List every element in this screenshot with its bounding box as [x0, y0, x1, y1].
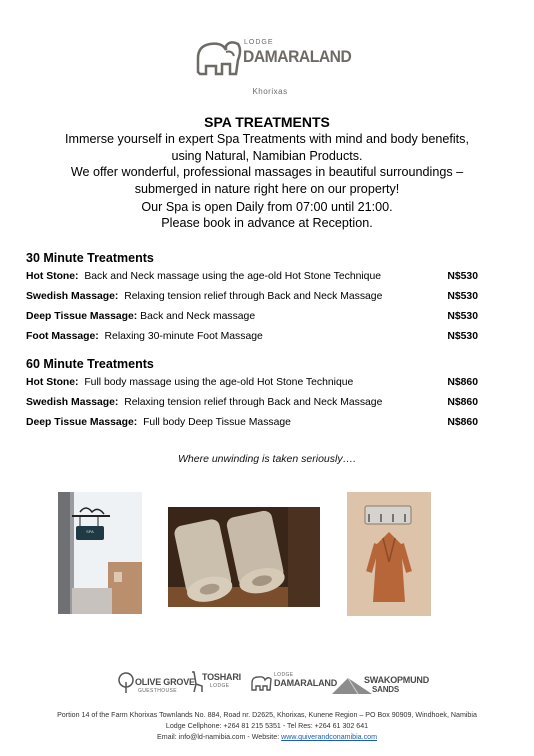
footer-email: Email: info@ld-namibia.com - Website:	[157, 733, 282, 741]
treatment-price: N$860	[447, 377, 478, 388]
damaraland-logo	[250, 668, 337, 698]
tree-icon	[116, 672, 136, 694]
swakopmund-name: SWAKOPMUND	[364, 675, 429, 685]
footer-contact	[0, 710, 534, 743]
elephant-small-icon	[250, 674, 272, 692]
treatment-row	[26, 377, 478, 393]
treatment-desc: Relaxing tension relief through Back and Neck Massage	[124, 397, 383, 408]
treatment-price: N$530	[447, 311, 478, 322]
treatment-name: Deep Tissue Massage:	[26, 417, 138, 428]
tagline: Where unwinding is taken seriously….	[178, 453, 356, 465]
treatment-row	[26, 271, 478, 287]
treatment-desc: Relaxing tension relief through Back and Neck Massage	[124, 291, 383, 302]
treatment-price: N$860	[447, 417, 478, 428]
intro-line: We offer wonderful, professional massages in beautiful surroundings –	[70, 165, 464, 179]
olive-grove-sub: GUESTHOUSE	[138, 688, 178, 694]
opening-hours	[0, 199, 534, 231]
treatment-price: N$530	[447, 271, 478, 282]
treatment-row	[26, 417, 478, 433]
treatment-desc: Back and Neck massage using the age-old Hot Stone Technique	[84, 271, 382, 282]
treatment-row	[26, 331, 478, 347]
bathrobe-illustration	[347, 492, 431, 616]
treatment-name: Swedish Massage:	[26, 397, 119, 408]
section-heading-60-min: 60 Minute Treatments	[26, 357, 154, 371]
treatment-desc: Full body massage using the age-old Hot Stone Technique	[84, 377, 354, 388]
sign-text: SPA	[86, 529, 94, 534]
partner-logos	[0, 668, 534, 700]
spa-sign-illustration	[58, 492, 142, 614]
swakopmund-sub: SANDS	[372, 685, 400, 694]
treatment-name: Hot Stone:	[26, 271, 79, 282]
treatment-name: Swedish Massage:	[26, 291, 119, 302]
hours-line: Our Spa is open Daily from 07:00 until 21:00.	[141, 200, 393, 214]
treatment-price: N$530	[447, 291, 478, 302]
treatment-desc: Relaxing 30-minute Foot Massage	[104, 331, 263, 342]
treatment-price: N$530	[447, 331, 478, 342]
intro-line: using Natural, Namibian Products.	[171, 148, 363, 163]
treatment-desc: Full body Deep Tissue Massage	[143, 417, 291, 428]
logo-lodge-text: LODGE	[244, 39, 274, 46]
treatment-row	[26, 311, 478, 327]
towels-illustration	[168, 507, 320, 607]
damaraland-name: DAMARALAND	[274, 678, 337, 688]
rolled-towels-photo	[168, 507, 320, 607]
treatment-row	[26, 291, 478, 307]
intro-line: submerged in nature right here on our property!	[134, 181, 400, 196]
treatment-desc: Back and Neck massage	[140, 311, 256, 322]
footer-email-line	[0, 732, 534, 743]
hours-line: Please book in advance at Reception.	[161, 216, 373, 230]
swakopmund-logo	[332, 668, 429, 698]
intro-line: Immerse yourself in expert Spa Treatments with mind and body benefits,	[65, 132, 469, 146]
website-link[interactable]: www.quiverandconamibia.com	[281, 733, 377, 741]
footer-address: Portion 14 of the Farm Khorixas Townlands No. 884, Road nr. D2625, Khorixas, Kunene Region – PO Box 90909, Windhoek, Namibia	[57, 711, 477, 719]
toshari-sub: LODGE	[210, 683, 230, 689]
section-heading-30-min: 30 Minute Treatments	[26, 251, 154, 265]
treatment-name: Deep Tissue Massage:	[26, 311, 138, 322]
treatment-price: N$860	[447, 397, 478, 408]
page-title: SPA TREATMENTS	[204, 114, 330, 130]
toshari-name: TOSHARI	[202, 672, 241, 682]
treatment-name: Foot Massage:	[26, 331, 99, 342]
treatment-row	[26, 397, 478, 413]
bathrobe-photo	[347, 492, 431, 616]
spa-sign-photo	[58, 492, 142, 614]
intro-text	[0, 131, 534, 197]
footer-phones: Lodge Cellphone: +264 81 215 5351 - Tel Res: +264 61 302 641	[165, 722, 369, 730]
logo-name-text: DAMARALAND	[243, 47, 352, 66]
damaraland-lodge: LODGE	[274, 672, 294, 678]
olive-grove-name: OLIVE GROVE	[135, 677, 195, 687]
elephant-icon	[192, 38, 242, 78]
treatment-name: Hot Stone:	[26, 377, 79, 388]
header-logo	[0, 30, 534, 110]
toshari-logo	[188, 668, 241, 698]
logo-location-text: Khorixas	[252, 87, 288, 96]
olive-grove-logo	[116, 668, 195, 698]
